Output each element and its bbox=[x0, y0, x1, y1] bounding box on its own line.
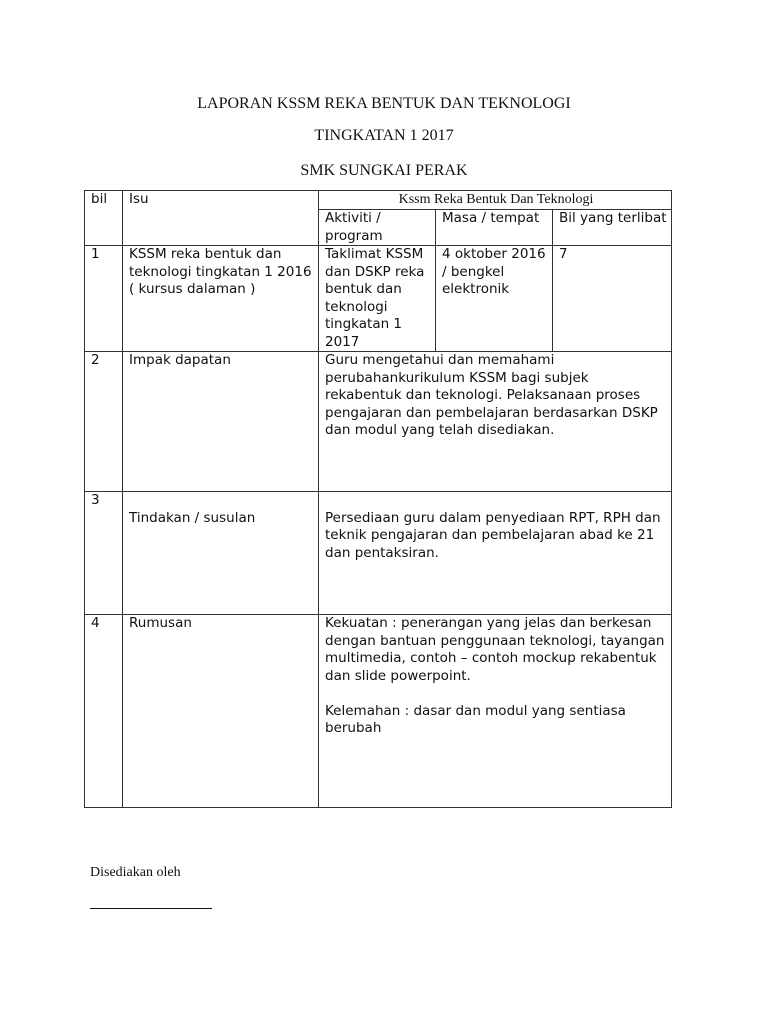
row3-bil: 3 bbox=[85, 492, 123, 615]
row4-kelemahan: Kelemahan : dasar dan modul yang sentiasa berubah bbox=[325, 702, 626, 736]
row2-isu: Impak dapatan bbox=[123, 352, 319, 492]
table-row bbox=[85, 246, 672, 352]
report-title: LAPORAN KSSM REKA BENTUK DAN TEKNOLOGI bbox=[197, 95, 571, 112]
table-row bbox=[85, 352, 672, 492]
prepared-by-label: Disediakan oleh bbox=[90, 865, 181, 880]
header-aktiviti: Aktiviti / program bbox=[319, 210, 436, 246]
report-subtitle-school: SMK SUNGKAI PERAK bbox=[300, 162, 468, 179]
row4-kekuatan: Kekuatan : penerangan yang jelas dan berkesan dengan bantuan penggunaan teknologi, tayangan multimedia, contoh – contoh mockup rekabentuk dan slide powerpoint. bbox=[325, 615, 665, 684]
header-masa-tempat: Masa / tempat bbox=[436, 210, 553, 246]
row1-bil-terlibat: 7 bbox=[553, 246, 672, 352]
row2-bil: 2 bbox=[85, 352, 123, 492]
header-group-title: Kssm Reka Bentuk Dan Teknologi bbox=[319, 191, 672, 210]
row4-bil: 4 bbox=[85, 615, 123, 808]
row1-isu: KSSM reka bentuk dan teknologi tingkatan 1 2016 ( kursus dalaman ) bbox=[123, 246, 319, 352]
row2-detail: Guru mengetahui dan memahami perubahankurikulum KSSM bagi subjek rekabentuk dan teknologi. Pelaksanaan proses pengajaran dan pembelajaran berdasarkan DSKP dan modul yang telah disediakan. bbox=[319, 352, 672, 492]
header-isu: Isu bbox=[123, 191, 319, 246]
row1-bil: 1 bbox=[85, 246, 123, 352]
signature-line bbox=[90, 908, 212, 909]
report-subtitle-form: TINGKATAN 1 2017 bbox=[314, 127, 454, 144]
header-bil-terlibat: Bil yang terlibat bbox=[553, 210, 672, 246]
header-bil: bil bbox=[85, 191, 123, 246]
row1-aktiviti: Taklimat KSSM dan DSKP reka bentuk dan teknologi tingkatan 1 2017 bbox=[319, 246, 436, 352]
row4-detail bbox=[319, 615, 672, 808]
row4-isu: Rumusan bbox=[123, 615, 319, 808]
row3-isu: Tindakan / susulan bbox=[123, 492, 319, 615]
report-table bbox=[84, 190, 672, 808]
row1-masa-tempat: 4 oktober 2016 / bengkel elektronik bbox=[436, 246, 553, 352]
table-row bbox=[85, 492, 672, 615]
table-row bbox=[85, 615, 672, 808]
table-header-row bbox=[85, 191, 672, 210]
row3-detail: Persediaan guru dalam penyediaan RPT, RPH dan teknik pengajaran dan pembelajaran abad ke 21 dan pentaksiran. bbox=[319, 492, 672, 615]
